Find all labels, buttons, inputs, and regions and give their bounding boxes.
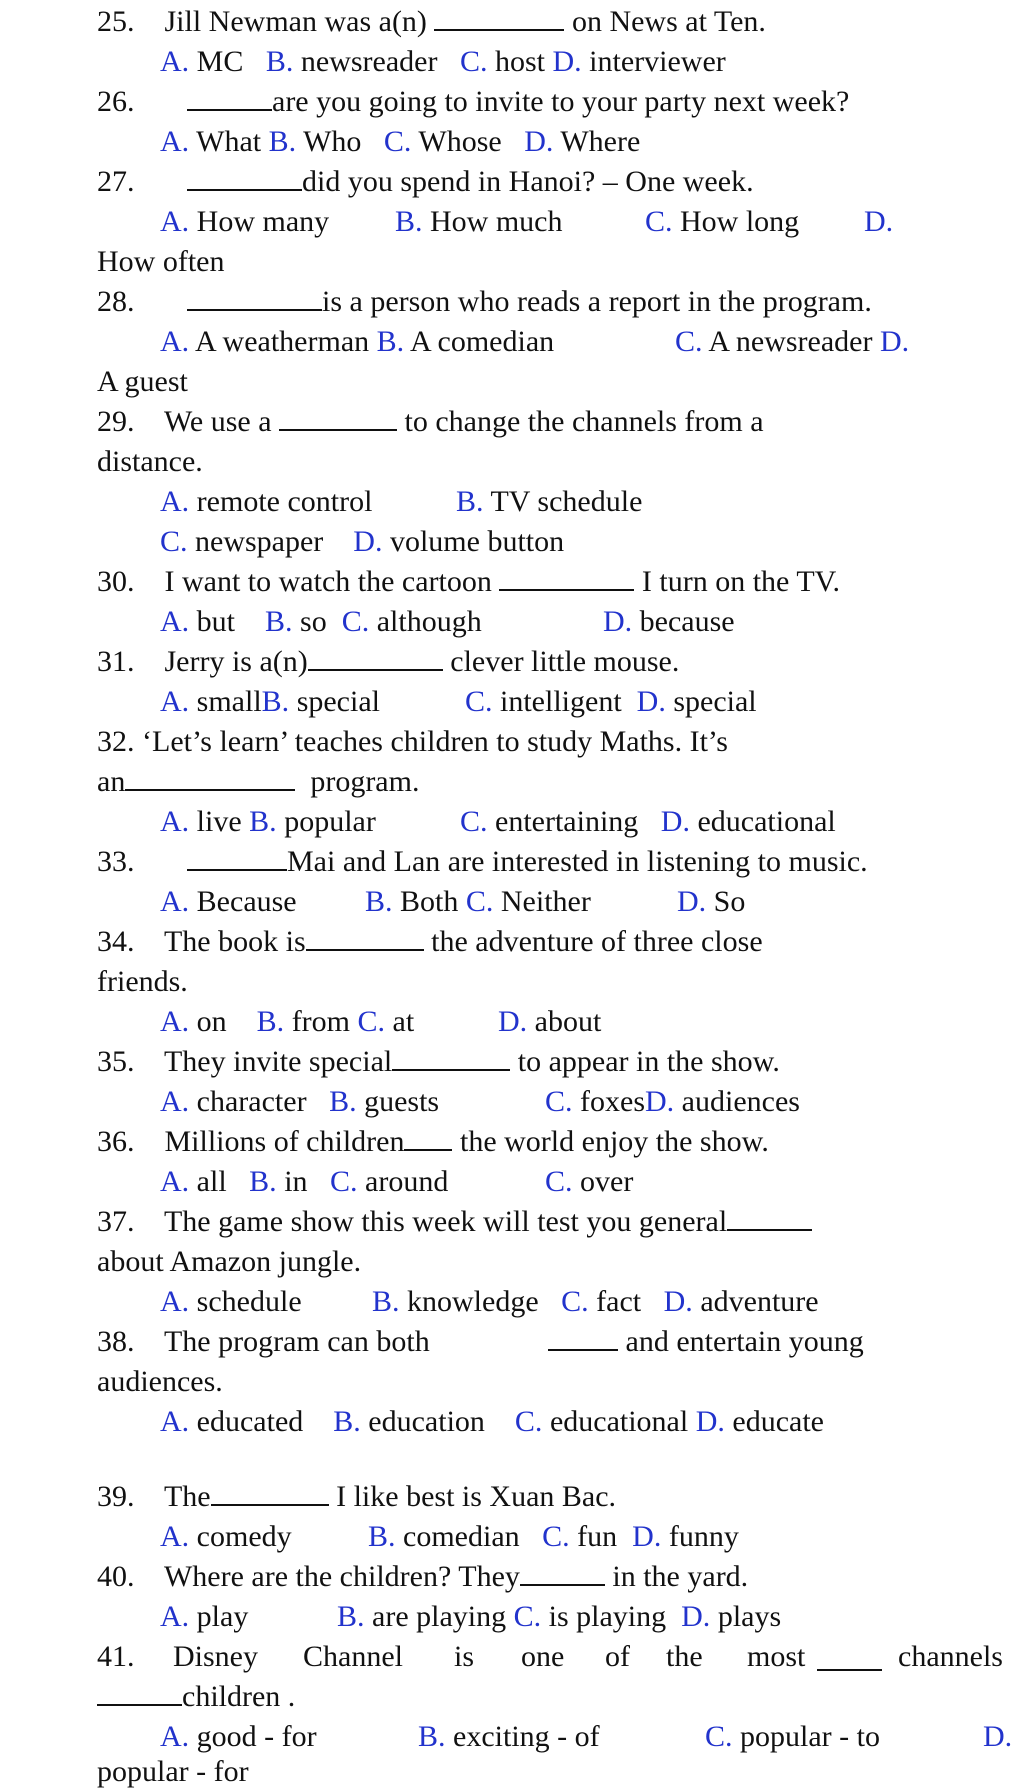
option-b[interactable]: Who <box>303 125 362 158</box>
option-a[interactable]: schedule <box>196 1285 302 1318</box>
option-c[interactable]: newspaper <box>195 525 324 558</box>
option-b[interactable]: popular <box>284 805 376 838</box>
question-word: Channel <box>303 1640 403 1673</box>
question-number: 28. <box>97 285 135 318</box>
options-34 <box>160 1002 414 1042</box>
option-c[interactable]: entertaining <box>495 805 639 838</box>
question-text: Jerry is a(n) <box>164 645 308 678</box>
option-a[interactable]: A weatherman <box>195 325 370 358</box>
option-letter-c: C. <box>383 125 412 158</box>
option-letter-c: C. <box>465 885 494 918</box>
question-number: 38. <box>97 1325 135 1358</box>
question-30 <box>97 562 840 602</box>
option-a[interactable]: all <box>196 1165 227 1198</box>
option-d[interactable]: audiences <box>681 1085 800 1118</box>
answer-blank[interactable] <box>279 405 397 431</box>
option-a[interactable]: good - for <box>196 1720 317 1753</box>
option-a[interactable]: live <box>196 805 242 838</box>
answer-blank[interactable] <box>97 1680 182 1706</box>
option-c[interactable]: educational <box>549 1405 689 1438</box>
option-letter-c: C. <box>459 45 488 78</box>
option-letter-b: B. <box>368 1520 396 1553</box>
options-29 <box>160 482 372 522</box>
question-40 <box>97 1557 748 1597</box>
option-letter-b: B. <box>249 805 277 838</box>
option-a[interactable]: educated <box>196 1405 304 1438</box>
options-27 <box>395 202 563 242</box>
question-number: 37. <box>97 1205 135 1238</box>
option-c[interactable]: intelligent <box>500 685 622 718</box>
question-word: one <box>521 1640 565 1673</box>
option-a[interactable]: MC <box>196 45 244 78</box>
option-letter-a: A. <box>160 1085 190 1118</box>
option-letter-c: C. <box>330 1165 358 1198</box>
question-34-cont <box>97 962 188 1002</box>
options-28-wrap <box>97 362 188 402</box>
question-text: in the yard. <box>612 1560 749 1593</box>
option-d[interactable]: special <box>673 685 757 718</box>
question-41-cont <box>97 1677 295 1717</box>
option-c[interactable]: host <box>494 45 545 78</box>
question-text: about Amazon jungle. <box>97 1245 362 1278</box>
question-38 <box>97 1322 430 1362</box>
option-d[interactable]: plays <box>717 1600 782 1633</box>
option-letter-d: D. <box>353 525 383 558</box>
option-letter-d: D. <box>681 1600 711 1633</box>
options-39 <box>160 1517 292 1557</box>
option-c[interactable]: Whose <box>418 125 502 158</box>
question-37 <box>97 1202 812 1242</box>
options-41 <box>160 1717 317 1757</box>
option-a[interactable]: on <box>196 1005 227 1038</box>
option-letter-a: A. <box>160 205 190 238</box>
option-letter-d: D. <box>864 205 894 238</box>
option-a[interactable]: comedy <box>196 1520 292 1553</box>
question-number: 26. <box>97 85 135 118</box>
question-word: Disney <box>173 1640 258 1673</box>
option-b[interactable]: Both <box>400 885 459 918</box>
option-letter-c: C. <box>357 1005 386 1038</box>
question-27 <box>97 162 754 202</box>
option-d[interactable]: educate <box>732 1405 824 1438</box>
question-text: Mai and Lan are interested in listening to music. <box>287 845 868 878</box>
question-text: friends. <box>97 965 188 998</box>
option-c[interactable]: popular - to <box>740 1720 880 1753</box>
option-d[interactable]: Where <box>560 125 641 158</box>
option-c[interactable]: is playing <box>548 1600 667 1633</box>
option-c[interactable]: foxes <box>580 1085 645 1118</box>
question-number: 32. <box>97 725 135 758</box>
question-text: did you spend in Hanoi? – One week. <box>302 165 754 198</box>
question-number: 34. <box>97 925 135 958</box>
option-letter-d: D. <box>498 1005 528 1038</box>
option-letter-a: A. <box>160 125 190 158</box>
options-32 <box>460 802 836 842</box>
options-30 <box>603 602 735 642</box>
option-letter-a: A. <box>160 1520 190 1553</box>
option-letter-c: C. <box>460 805 488 838</box>
question-number: 29. <box>97 405 135 438</box>
option-b[interactable]: comedian <box>403 1520 520 1553</box>
option-letter-a: A. <box>160 45 190 78</box>
answer-blank[interactable] <box>404 1125 452 1151</box>
option-d[interactable]: because <box>639 605 735 638</box>
question-text: program. <box>310 765 420 798</box>
option-b[interactable]: guests <box>364 1085 440 1118</box>
options-40 <box>160 1597 248 1637</box>
question-text: audiences. <box>97 1365 223 1398</box>
option-d[interactable]: adventure <box>700 1285 819 1318</box>
answer-blank[interactable] <box>211 1480 329 1506</box>
option-letter-b: B. <box>395 205 423 238</box>
option-letter-b: B. <box>337 1600 365 1633</box>
options-27-wrap <box>97 242 224 282</box>
question-36 <box>97 1122 769 1162</box>
option-d[interactable]: volume button <box>389 525 565 558</box>
option-letter-a: A. <box>160 485 190 518</box>
question-text: and entertain young <box>625 1325 864 1358</box>
option-b[interactable]: newsreader <box>300 45 438 78</box>
option-b[interactable]: education <box>368 1405 485 1438</box>
question-number: 25. <box>97 5 135 38</box>
option-letter-b: B. <box>268 125 297 158</box>
question-number: 41. <box>97 1640 135 1673</box>
question-text: The book is <box>163 925 306 958</box>
option-d[interactable]: popular - for <box>97 1755 249 1788</box>
option-b[interactable]: special <box>296 685 380 718</box>
question-34 <box>97 922 763 962</box>
option-letter-a: A. <box>160 1600 190 1633</box>
options-35 <box>545 1082 800 1122</box>
options-40 <box>337 1597 781 1637</box>
option-letter-c: C. <box>160 525 188 558</box>
answer-blank[interactable] <box>187 85 272 111</box>
question-32 <box>97 722 728 762</box>
option-letter-c: C. <box>645 205 673 238</box>
option-d[interactable]: So <box>713 885 746 918</box>
option-letter-b: B. <box>418 1720 446 1753</box>
option-letter-c: C. <box>514 1405 543 1438</box>
question-37-cont <box>97 1242 361 1282</box>
question-text: to appear in the show. <box>517 1045 780 1078</box>
options-31 <box>160 682 380 722</box>
option-a[interactable]: play <box>196 1600 249 1633</box>
answer-blank[interactable] <box>308 645 443 671</box>
option-d[interactable]: about <box>534 1005 602 1038</box>
question-text: The <box>163 1480 211 1513</box>
question-text: to change the channels from a <box>404 405 764 438</box>
option-letter-b: B. <box>329 1085 357 1118</box>
options-27 <box>160 202 329 242</box>
options-28 <box>160 322 554 362</box>
option-c[interactable]: at <box>392 1005 415 1038</box>
option-c[interactable]: although <box>376 605 482 638</box>
option-letter-a: A. <box>160 1285 190 1318</box>
option-letter-d: D. <box>879 325 910 358</box>
option-letter-d: D. <box>663 1285 693 1318</box>
question-29 <box>97 402 764 442</box>
question-number: 40. <box>97 1560 135 1593</box>
options-29 <box>160 522 564 562</box>
options-33 <box>677 882 745 922</box>
option-a[interactable]: but <box>196 605 236 638</box>
question-26 <box>97 82 849 122</box>
option-letter-b: B. <box>333 1405 361 1438</box>
question-text: distance. <box>97 445 203 478</box>
option-letter-a: A. <box>160 1165 190 1198</box>
options-26 <box>160 122 640 162</box>
option-b[interactable]: How much <box>430 205 563 238</box>
option-letter-b: B. <box>265 605 293 638</box>
answer-blank[interactable] <box>187 285 322 311</box>
option-letter-d: D. <box>636 685 666 718</box>
option-letter-a: A. <box>160 685 190 718</box>
question-number: 39. <box>97 1480 135 1513</box>
option-letter-a: A. <box>160 805 190 838</box>
options-36 <box>545 1162 633 1202</box>
answer-blank[interactable] <box>392 1045 510 1071</box>
option-b[interactable]: in <box>284 1165 308 1198</box>
option-letter-d: D. <box>524 125 554 158</box>
options-41 <box>418 1717 600 1757</box>
options-29 <box>456 482 642 522</box>
options-37 <box>160 1282 302 1322</box>
question-text: I turn on the TV. <box>641 565 840 598</box>
options-36 <box>160 1162 448 1202</box>
question-text: The program can both <box>163 1325 430 1358</box>
options-34 <box>498 1002 601 1042</box>
option-d[interactable]: funny <box>668 1520 739 1553</box>
question-word: is <box>454 1640 475 1673</box>
option-b[interactable]: exciting - of <box>453 1720 600 1753</box>
question-number: 31. <box>97 645 135 678</box>
question-38-cont <box>97 1362 223 1402</box>
option-letter-d: D. <box>660 805 690 838</box>
options-33 <box>365 882 591 922</box>
option-c[interactable]: around <box>365 1165 449 1198</box>
option-letter-b: B. <box>256 1005 285 1038</box>
question-29-cont <box>97 442 203 482</box>
question-text: the adventure of three close <box>431 925 763 958</box>
option-b[interactable]: knowledge <box>407 1285 539 1318</box>
options-41-wrap <box>97 1752 249 1792</box>
option-a[interactable]: small <box>196 685 262 718</box>
question-number: 33. <box>97 845 135 878</box>
option-c[interactable]: fun <box>577 1520 618 1553</box>
options-33 <box>160 882 297 922</box>
options-27 <box>864 202 893 242</box>
option-a[interactable]: What <box>196 125 262 158</box>
answer-blank[interactable] <box>817 1645 882 1671</box>
option-d[interactable]: interviewer <box>589 45 726 78</box>
option-d[interactable]: over <box>580 1165 634 1198</box>
option-letter-c: C. <box>561 1285 589 1318</box>
option-letter-c: C. <box>341 605 370 638</box>
question-number: 36. <box>97 1125 135 1158</box>
option-letter-d: D. <box>677 885 707 918</box>
option-letter-d: D. <box>645 1085 675 1118</box>
option-letter-d: D. <box>695 1405 725 1438</box>
question-text: Millions of children <box>164 1125 405 1158</box>
option-letter-c: C. <box>675 325 703 358</box>
question-41 <box>97 1637 1017 1677</box>
option-letter-b: B. <box>249 1165 277 1198</box>
answer-blank[interactable] <box>187 845 287 871</box>
option-b[interactable]: so <box>300 605 327 638</box>
options-41 <box>705 1717 880 1757</box>
option-letter-b: B. <box>261 685 290 718</box>
option-b[interactable]: from <box>291 1005 351 1038</box>
option-letter-c: C. <box>545 1165 573 1198</box>
answer-blank[interactable] <box>125 765 295 791</box>
question-28 <box>97 282 872 322</box>
question-text: ‘Let’s learn’ teaches children to study Maths. It’s <box>142 725 728 758</box>
answer-blank[interactable] <box>434 5 564 31</box>
question-31 <box>97 642 679 682</box>
question-text: on News at Ten. <box>571 5 766 38</box>
option-letter-b: B. <box>372 1285 400 1318</box>
options-39 <box>368 1517 739 1557</box>
options-38 <box>160 1402 824 1442</box>
question-text: The game show this week will test you general <box>163 1205 728 1238</box>
option-b[interactable]: TV schedule <box>490 485 643 518</box>
options-30 <box>160 602 482 642</box>
option-letter-c: C. <box>542 1520 570 1553</box>
option-letter-b: B. <box>456 485 484 518</box>
question-text: They invite special <box>163 1045 393 1078</box>
option-a[interactable]: Because <box>196 885 297 918</box>
options-32 <box>160 802 376 842</box>
option-letter-c: C. <box>465 685 493 718</box>
question-33 <box>97 842 868 882</box>
question-word: most <box>747 1640 806 1673</box>
question-text: is a person who reads a report in the program. <box>322 285 872 318</box>
answer-blank[interactable] <box>520 1560 605 1586</box>
options-37 <box>372 1282 819 1322</box>
option-letter-a: A. <box>160 885 190 918</box>
question-text: an <box>97 765 126 798</box>
options-25 <box>160 42 726 82</box>
option-letter-c: C. <box>705 1720 733 1753</box>
answer-blank[interactable] <box>187 165 302 191</box>
option-d[interactable]: How often <box>97 245 225 278</box>
question-text: Jill Newman was a(n) <box>164 5 427 38</box>
question-35 <box>97 1042 780 1082</box>
option-letter-c: C. <box>513 1600 542 1633</box>
answer-blank[interactable] <box>499 565 634 591</box>
question-text: clever little mouse. <box>450 645 680 678</box>
question-text: Where are the children? They <box>163 1560 520 1593</box>
question-text: children . <box>182 1680 296 1713</box>
option-a[interactable]: How many <box>196 205 330 238</box>
option-letter-d: D. <box>603 605 633 638</box>
options-31 <box>465 682 757 722</box>
option-letter-a: A. <box>160 1005 190 1038</box>
question-32-cont <box>97 762 419 802</box>
question-number: 27. <box>97 165 135 198</box>
option-c[interactable]: Neither <box>500 885 591 918</box>
option-letter-a: A. <box>160 1405 190 1438</box>
option-letter-c: C. <box>545 1085 573 1118</box>
option-d[interactable]: A guest <box>97 365 188 398</box>
question-number: 30. <box>97 565 135 598</box>
option-letter-a: A. <box>160 605 190 638</box>
question-text: are you going to invite to your party next week? <box>272 85 850 118</box>
question-text: I want to watch the cartoon <box>164 565 492 598</box>
option-letter-d: D. <box>632 1520 662 1553</box>
options-41 <box>983 1717 1012 1757</box>
option-letter-b: B. <box>376 325 405 358</box>
question-text: the world enjoy the show. <box>459 1125 769 1158</box>
option-c[interactable]: A newsreader <box>708 325 873 358</box>
option-b[interactable]: are playing <box>372 1600 507 1633</box>
question-25 <box>97 2 766 42</box>
option-c[interactable]: fact <box>596 1285 642 1318</box>
option-a[interactable]: remote control <box>196 485 373 518</box>
question-word: of <box>605 1640 630 1673</box>
answer-blank[interactable] <box>306 925 424 951</box>
question-text: We use a <box>163 405 272 438</box>
option-letter-a: A. <box>160 325 190 358</box>
options-27 <box>645 202 799 242</box>
question-39 <box>97 1477 616 1517</box>
option-d[interactable]: educational <box>697 805 836 838</box>
question-word: the <box>666 1640 703 1673</box>
question-word: channels <box>898 1640 1003 1673</box>
option-letter-d: D. <box>552 45 582 78</box>
answer-blank[interactable] <box>548 1325 618 1351</box>
options-28 <box>675 322 909 362</box>
question-text: I like best is Xuan Bac. <box>336 1480 617 1513</box>
option-letter-d: D. <box>983 1720 1013 1753</box>
option-letter-b: B. <box>365 885 393 918</box>
options-35 <box>160 1082 439 1122</box>
question-number: 35. <box>97 1045 135 1078</box>
option-b[interactable]: A comedian <box>410 325 555 358</box>
option-letter-b: B. <box>265 45 294 78</box>
answer-blank[interactable] <box>727 1205 812 1231</box>
option-c[interactable]: How long <box>680 205 800 238</box>
option-a[interactable]: character <box>196 1085 307 1118</box>
question-38-tail <box>548 1322 864 1362</box>
option-letter-a: A. <box>160 1720 190 1753</box>
